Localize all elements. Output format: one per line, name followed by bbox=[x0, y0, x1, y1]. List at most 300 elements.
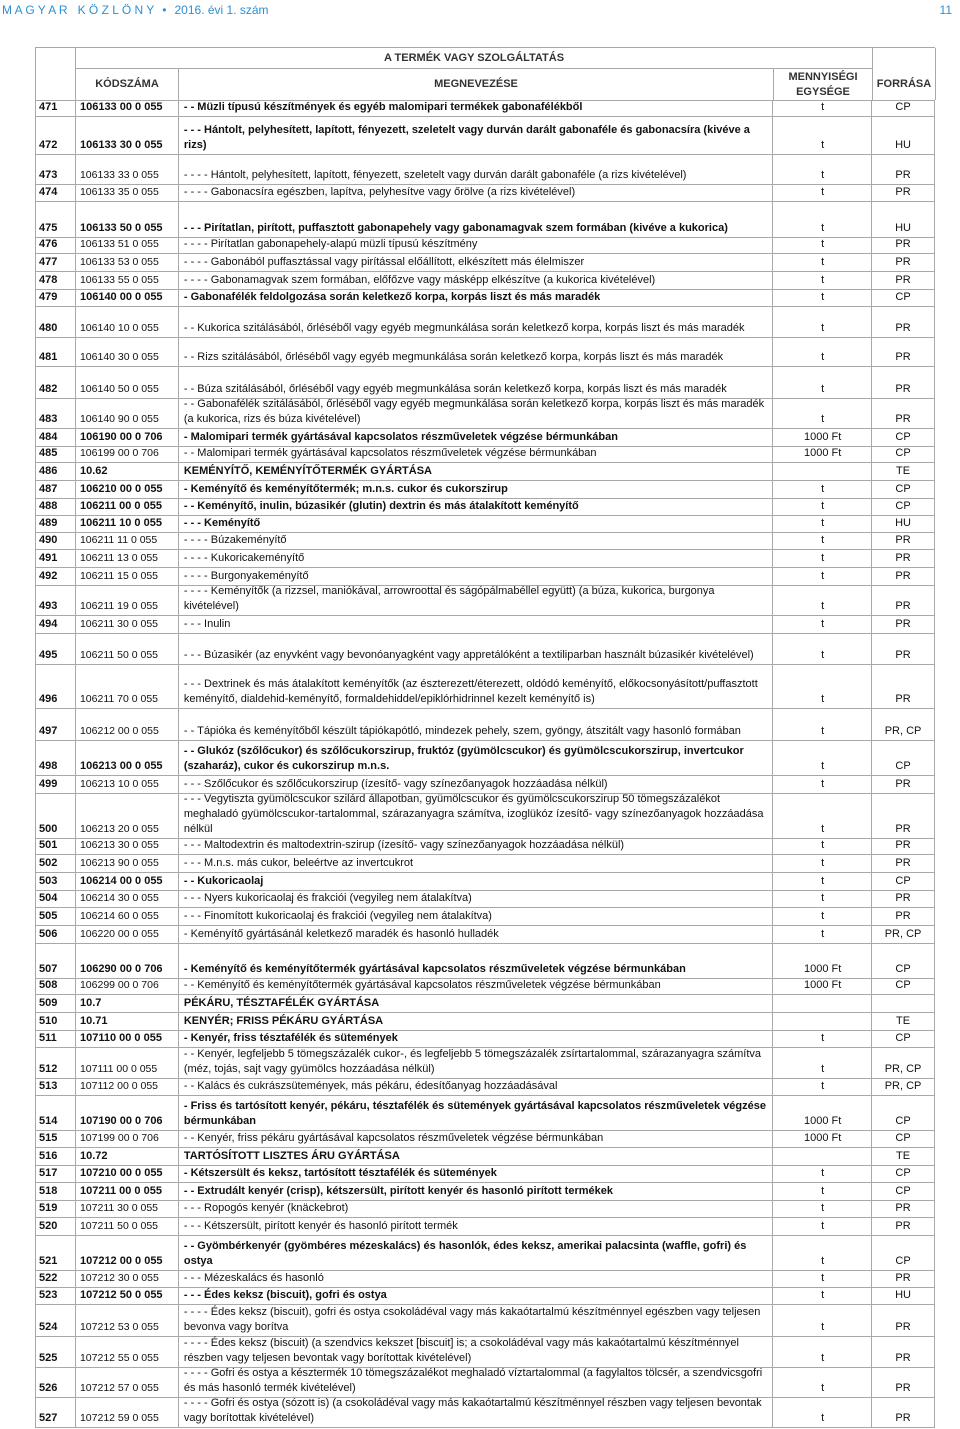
product-name-cell bbox=[179, 1201, 773, 1217]
table-row bbox=[36, 1288, 935, 1305]
product-code: 107211 50 0 055 bbox=[79, 1220, 159, 1232]
product-code-cell bbox=[76, 568, 179, 585]
data-source-cell bbox=[872, 202, 935, 237]
table-row bbox=[36, 979, 935, 995]
product-name: - - - Maltodextrin és maltodextrin-szirup (ízesítő- vagy színezőanyagok hozzáadása nélkül) bbox=[183, 839, 625, 851]
row-number: 487 bbox=[39, 483, 58, 495]
row-number: 518 bbox=[39, 1185, 58, 1197]
product-code-cell bbox=[76, 665, 179, 708]
unit-of-measure-cell bbox=[773, 794, 872, 838]
row-number: 471 bbox=[39, 101, 58, 113]
unit-of-measure-cell bbox=[773, 1013, 872, 1030]
data-source: CP bbox=[895, 291, 911, 303]
product-code-cell bbox=[76, 117, 179, 154]
unit-of-measure-cell bbox=[773, 665, 872, 708]
product-code-cell bbox=[76, 1183, 179, 1200]
table-row bbox=[36, 741, 935, 776]
product-code: 106133 00 0 055 bbox=[79, 101, 163, 113]
row-number: 514 bbox=[39, 1115, 58, 1127]
product-name: - Kétszersült és keksz, tartósított tésztafélék és sütemények bbox=[183, 1167, 497, 1179]
unit-of-measure: t bbox=[821, 1321, 825, 1333]
product-code: 106190 00 0 706 bbox=[79, 431, 163, 443]
product-name-cell bbox=[179, 1236, 773, 1270]
product-code-cell bbox=[76, 254, 179, 271]
row-number: 489 bbox=[39, 517, 58, 529]
row-number-cell bbox=[36, 776, 76, 793]
product-code-cell bbox=[76, 1201, 179, 1217]
table-row bbox=[36, 586, 935, 616]
product-code: 10.7 bbox=[79, 997, 102, 1009]
data-source-cell bbox=[872, 290, 935, 306]
data-source-cell bbox=[872, 1048, 935, 1078]
row-number-cell bbox=[36, 1337, 76, 1367]
product-name-cell bbox=[179, 1337, 773, 1367]
row-number: 476 bbox=[39, 238, 58, 250]
row-number: 482 bbox=[39, 383, 58, 395]
data-source: CP bbox=[895, 431, 911, 443]
row-number: 505 bbox=[39, 910, 58, 922]
product-code-cell bbox=[76, 873, 179, 890]
table-row bbox=[36, 926, 935, 944]
product-code-cell bbox=[76, 1079, 179, 1095]
product-name: - Malomipari termék gyártásával kapcsolatos részműveletek végzése bérmunkában bbox=[183, 431, 618, 443]
data-source: CP bbox=[895, 483, 911, 495]
product-table bbox=[35, 47, 935, 1428]
row-number: 524 bbox=[39, 1321, 58, 1333]
product-name-cell bbox=[179, 634, 773, 664]
unit-of-measure-cell bbox=[773, 1048, 872, 1078]
product-name: - - - - Gofri és ostya (sózott is) (a csokoládéval vagy más kakaótartalmú készítménnyel részben vagy teljesen bevontak vagy borítottak kivételével) bbox=[183, 1397, 762, 1424]
unit-of-measure: 1000 Ft bbox=[803, 963, 842, 975]
product-code: 107190 00 0 706 bbox=[79, 1115, 163, 1127]
row-number: 472 bbox=[39, 139, 58, 151]
unit-of-measure: t bbox=[821, 1412, 825, 1424]
row-number-cell bbox=[36, 290, 76, 306]
product-name: - - - Szőlőcukor és szőlőcukorszirup (ízesítő- vagy színezőanyagok hozzáadása nélkül) bbox=[183, 778, 608, 790]
data-source: PR bbox=[895, 649, 911, 661]
product-name: - - - - Pirítatlan gabonapehely-alapú müzli típusú készítmény bbox=[183, 238, 478, 250]
row-number: 490 bbox=[39, 534, 58, 546]
unit-of-measure-cell bbox=[773, 995, 872, 1012]
product-name-cell bbox=[179, 1183, 773, 1200]
table-row bbox=[36, 1013, 935, 1031]
row-number-cell bbox=[36, 1305, 76, 1336]
product-code: 106140 50 0 055 bbox=[79, 383, 159, 395]
product-code: 106133 30 0 055 bbox=[79, 139, 163, 151]
unit-of-measure-cell bbox=[773, 533, 872, 549]
product-code: 107211 30 0 055 bbox=[79, 1202, 159, 1214]
product-code-cell bbox=[76, 429, 179, 446]
data-source: PR bbox=[895, 1412, 911, 1424]
product-code: 106214 00 0 055 bbox=[79, 875, 163, 887]
data-source: PR bbox=[895, 857, 911, 869]
data-source-cell bbox=[872, 926, 935, 943]
data-source-cell bbox=[872, 709, 935, 740]
unit-of-measure: t bbox=[821, 1167, 825, 1179]
product-code: 107212 00 0 055 bbox=[79, 1255, 163, 1267]
data-source: HU bbox=[895, 1289, 911, 1301]
product-code: 106140 00 0 055 bbox=[79, 291, 163, 303]
row-number-cell bbox=[36, 202, 76, 237]
data-source-cell bbox=[872, 1013, 935, 1030]
unit-of-measure: t bbox=[821, 693, 825, 705]
unit-of-measure: t bbox=[821, 222, 825, 234]
unit-of-measure-cell bbox=[773, 1337, 872, 1367]
unit-of-measure-cell bbox=[773, 481, 872, 498]
product-code: 106133 50 0 055 bbox=[79, 222, 163, 234]
table-row bbox=[36, 1031, 935, 1048]
product-code: 107212 30 0 055 bbox=[79, 1272, 159, 1284]
unit-of-measure-cell bbox=[773, 338, 872, 366]
product-name: - - - - Búzakeményítő bbox=[183, 534, 287, 546]
product-code-cell bbox=[76, 307, 179, 337]
unit-of-measure-cell bbox=[773, 776, 872, 793]
product-name: - - Keményítő, inulin, búzasikér (glutin) dextrin és más átalakított keményítő bbox=[183, 500, 579, 512]
data-source: CP bbox=[895, 1115, 911, 1127]
row-number: 483 bbox=[39, 413, 58, 425]
data-source: TE bbox=[896, 1015, 911, 1027]
row-number-cell bbox=[36, 272, 76, 289]
product-name: TARTÓSÍTOTT LISZTES ÁRU GYÁRTÁSA bbox=[183, 1150, 400, 1162]
unit-of-measure: t bbox=[821, 778, 825, 790]
data-source: CP bbox=[895, 500, 911, 512]
data-source: PR bbox=[895, 618, 911, 630]
unit-of-measure: t bbox=[821, 875, 825, 887]
row-number: 513 bbox=[39, 1080, 58, 1092]
unit-of-measure-cell bbox=[773, 117, 872, 154]
row-number: 492 bbox=[39, 570, 58, 582]
product-code-cell bbox=[76, 185, 179, 201]
table-row bbox=[36, 429, 935, 447]
row-number: 494 bbox=[39, 618, 58, 630]
product-code-cell bbox=[76, 155, 179, 184]
product-name-cell bbox=[179, 926, 773, 943]
product-name-cell bbox=[179, 1013, 773, 1030]
row-number-cell bbox=[36, 516, 76, 532]
product-name: - - - - Gabonacsíra egészben, lapítva, pelyhesítve vagy őrölve (a rizs kivételével) bbox=[183, 186, 576, 198]
product-name-cell bbox=[179, 1288, 773, 1304]
product-name: - - - - Édes keksz (biscuit), gofri és ostya csokoládéval vagy más kakaótartalmú készítménnyel egészben vagy teljesen bevonva vagy borítva bbox=[183, 1306, 761, 1333]
product-name-cell bbox=[179, 117, 773, 154]
row-number: 477 bbox=[39, 256, 58, 268]
table-row bbox=[36, 839, 935, 855]
row-number: 491 bbox=[39, 552, 58, 564]
unit-of-measure: t bbox=[821, 1382, 825, 1394]
row-number: 499 bbox=[39, 778, 58, 790]
product-name: - - Gabonafélék szitálásából, őrléséből vagy egyéb megmunkálása során keletkező korpa, korpás liszt és más maradék (a kukorica, rizs és búza kivételével) bbox=[183, 398, 765, 425]
row-number: 523 bbox=[39, 1289, 58, 1301]
product-name-cell bbox=[179, 741, 773, 775]
product-name: - - - - Édes keksz (biscuit) (a szendvics kekszet [biscuit] is; a csokoládéval vagy más kakaótartalmú készítménnyel részben vagy teljesen bevontak vagy borítottak kivételével) bbox=[183, 1337, 739, 1364]
data-source: PR, CP bbox=[884, 725, 922, 737]
data-source-cell bbox=[872, 855, 935, 872]
page-number: 11 bbox=[939, 3, 952, 17]
data-source-cell bbox=[872, 839, 935, 854]
row-number: 526 bbox=[39, 1382, 58, 1394]
row-number: 520 bbox=[39, 1220, 58, 1232]
product-name: - - - Nyers kukoricaolaj és frakciói (vegyileg nem átalakítva) bbox=[183, 892, 472, 904]
table-row bbox=[36, 1236, 935, 1271]
data-source-cell bbox=[872, 616, 935, 633]
data-source: PR bbox=[895, 892, 911, 904]
product-name-cell bbox=[179, 1031, 773, 1047]
product-name-cell bbox=[179, 891, 773, 907]
unit-of-measure-cell bbox=[773, 290, 872, 306]
product-code: 107210 00 0 055 bbox=[79, 1167, 163, 1179]
row-number-cell bbox=[36, 634, 76, 664]
data-source-cell bbox=[872, 533, 935, 549]
unit-of-measure-cell bbox=[773, 254, 872, 271]
product-code: 106211 00 0 055 bbox=[79, 500, 162, 512]
row-number-cell bbox=[36, 155, 76, 184]
row-number: 486 bbox=[39, 465, 58, 477]
table-row bbox=[36, 1398, 935, 1428]
product-name: - - - - Gabonából puffasztással vagy pirítással előállított, elkészített más élelmiszer bbox=[183, 256, 585, 268]
unit-of-measure-cell bbox=[773, 367, 872, 398]
row-number: 473 bbox=[39, 169, 58, 181]
row-number: 474 bbox=[39, 186, 58, 198]
product-name: - - Kalács és cukrászsütemények, más pékáru, édesítőanyag hozzáadásával bbox=[183, 1080, 558, 1092]
product-code-cell bbox=[76, 202, 179, 237]
data-source-cell bbox=[872, 429, 935, 446]
product-code: 107211 00 0 055 bbox=[79, 1185, 162, 1197]
product-name-cell bbox=[179, 307, 773, 337]
product-code-cell bbox=[76, 926, 179, 943]
product-name: - - Rizs szitálásából, őrléséből vagy egyéb megmunkálása során keletkező korpa, korpás liszt és más maradék bbox=[183, 351, 724, 363]
unit-of-measure-cell bbox=[773, 202, 872, 237]
row-number: 510 bbox=[39, 1015, 58, 1027]
data-source-cell bbox=[872, 254, 935, 271]
table-row bbox=[36, 891, 935, 908]
row-number-cell bbox=[36, 1398, 76, 1427]
data-source-cell bbox=[872, 586, 935, 615]
table-row bbox=[36, 709, 935, 741]
product-name: - - - - Gabonamagvak szem formában, előfőzve vagy másképp elkészítve (a kukorica kivételével) bbox=[183, 274, 656, 286]
data-source-cell bbox=[872, 944, 935, 978]
table-row bbox=[36, 873, 935, 891]
data-source-cell bbox=[872, 665, 935, 708]
row-number: 502 bbox=[39, 857, 58, 869]
data-source-cell bbox=[872, 550, 935, 567]
table-row bbox=[36, 463, 935, 481]
row-number: 508 bbox=[39, 979, 58, 991]
unit-of-measure: t bbox=[821, 1352, 825, 1364]
product-name-cell bbox=[179, 855, 773, 872]
row-number-cell bbox=[36, 399, 76, 428]
product-name-cell bbox=[179, 1218, 773, 1235]
product-name: - - - - Burgonyakeményítő bbox=[183, 570, 309, 582]
data-source: PR bbox=[895, 274, 911, 286]
product-code: 106140 30 0 055 bbox=[79, 351, 159, 363]
product-name: - - - Kétszersült, pirított kenyér és hasonló pirított termék bbox=[183, 1220, 458, 1232]
data-source-cell bbox=[872, 238, 935, 253]
product-name: - Kenyér, friss tésztafélék és sütemények bbox=[183, 1032, 398, 1044]
product-code: 10.71 bbox=[79, 1015, 108, 1027]
data-source-cell bbox=[872, 1201, 935, 1217]
unit-of-measure: t bbox=[821, 1080, 825, 1092]
data-source-cell bbox=[872, 307, 935, 337]
product-name-cell bbox=[179, 908, 773, 925]
product-code: 106299 00 0 706 bbox=[79, 979, 159, 991]
product-code: 106211 50 0 055 bbox=[79, 649, 159, 661]
unit-of-measure-cell bbox=[773, 926, 872, 943]
product-name-cell bbox=[179, 616, 773, 633]
row-number-cell bbox=[36, 709, 76, 740]
data-source: PR bbox=[895, 534, 911, 546]
product-code: 106211 19 0 055 bbox=[79, 600, 159, 612]
row-number: 478 bbox=[39, 274, 58, 286]
product-name: - Keményítő gyártásánál keletkező maradék és hasonló hulladék bbox=[183, 928, 499, 940]
unit-of-measure-cell bbox=[773, 1183, 872, 1200]
unit-of-measure: t bbox=[821, 892, 825, 904]
data-source: PR bbox=[895, 1220, 911, 1232]
unit-of-measure: t bbox=[821, 760, 825, 772]
row-number-cell bbox=[36, 254, 76, 271]
product-name: - - Tápióka és keményítőből készült tápiókapótló, mindezek pehely, szem, gyöngy, átszitált vagy hasonló formában bbox=[183, 725, 741, 737]
table-row bbox=[36, 533, 935, 550]
row-number-cell bbox=[36, 307, 76, 337]
table-row bbox=[36, 254, 935, 272]
row-number: 515 bbox=[39, 1132, 58, 1144]
row-number-cell bbox=[36, 891, 76, 907]
table-row bbox=[36, 634, 935, 665]
row-number: 481 bbox=[39, 351, 58, 363]
product-name-cell bbox=[179, 1368, 773, 1397]
product-code: 106210 00 0 055 bbox=[79, 483, 163, 495]
product-name: - - - Vegytiszta gyümölcscukor szilárd állapotban, gyümölcscukor és gyümölcscukorszirup 50 tömegszázalékot meghaladó gyümölcscukor-tartalommal, szárazanyagra számítva, izoglükóz ízesítő- vagy színezőanyagok hozzáadása nélkül bbox=[183, 793, 764, 835]
data-source-cell bbox=[872, 1218, 935, 1235]
data-source: PR bbox=[895, 186, 911, 198]
unit-of-measure-cell bbox=[773, 1236, 872, 1270]
product-name: - Keményítő és keményítőtermék gyártásával kapcsolatos részműveletek végzése bérmunkában bbox=[183, 963, 686, 975]
data-source-cell bbox=[872, 1031, 935, 1047]
row-number-cell bbox=[36, 101, 76, 116]
product-code-cell bbox=[76, 794, 179, 838]
unit-of-measure-cell bbox=[773, 101, 872, 116]
row-number-cell bbox=[36, 908, 76, 925]
unit-of-measure-cell bbox=[773, 891, 872, 907]
unit-of-measure: t bbox=[821, 186, 825, 198]
unit-of-measure-cell bbox=[773, 307, 872, 337]
unit-of-measure: t bbox=[821, 618, 825, 630]
unit-of-measure: 1000 Ft bbox=[803, 979, 842, 991]
product-code: 106213 10 0 055 bbox=[79, 778, 159, 790]
unit-of-measure: t bbox=[821, 517, 825, 529]
product-name-cell bbox=[179, 499, 773, 515]
table-row bbox=[36, 447, 935, 463]
unit-of-measure: t bbox=[821, 322, 825, 334]
unit-of-measure: t bbox=[821, 823, 825, 835]
row-number: 498 bbox=[39, 760, 58, 772]
data-source: CP bbox=[895, 1032, 911, 1044]
data-source-cell bbox=[872, 1271, 935, 1287]
product-name-cell bbox=[179, 290, 773, 306]
data-source: PR bbox=[895, 600, 911, 612]
data-source-cell bbox=[872, 185, 935, 201]
product-code-cell bbox=[76, 533, 179, 549]
unit-of-measure-cell bbox=[773, 447, 872, 462]
data-source-cell bbox=[872, 568, 935, 585]
row-number-cell bbox=[36, 1183, 76, 1200]
data-source: HU bbox=[895, 517, 911, 529]
unit-of-measure: t bbox=[821, 351, 825, 363]
product-name-cell bbox=[179, 399, 773, 428]
data-source-cell bbox=[872, 979, 935, 994]
unit-of-measure-cell bbox=[773, 944, 872, 978]
product-name-cell bbox=[179, 776, 773, 793]
data-source-cell bbox=[872, 481, 935, 498]
product-code: 10.72 bbox=[79, 1150, 108, 1162]
row-number: 509 bbox=[39, 997, 58, 1009]
data-source: PR bbox=[895, 1272, 911, 1284]
header-group-title: A TERMÉK VAGY SZOLGÁLTATÁS bbox=[76, 48, 873, 69]
header-unit: MENNYISÉGI EGYSÉGE bbox=[774, 69, 873, 100]
product-name: - - Müzli típusú készítmények és egyéb malomipari termékek gabonafélékből bbox=[183, 101, 583, 113]
product-code: 107111 00 0 055 bbox=[79, 1063, 158, 1075]
row-number-cell bbox=[36, 741, 76, 775]
unit-of-measure: t bbox=[821, 274, 825, 286]
row-number: 500 bbox=[39, 823, 58, 835]
row-number: 497 bbox=[39, 725, 58, 737]
table-row bbox=[36, 1096, 935, 1131]
product-code-cell bbox=[76, 367, 179, 398]
row-number-cell bbox=[36, 995, 76, 1012]
data-source: PR bbox=[895, 351, 911, 363]
row-number: 517 bbox=[39, 1167, 58, 1179]
data-source-cell bbox=[872, 1288, 935, 1304]
data-source-cell bbox=[872, 463, 935, 480]
row-number-cell bbox=[36, 238, 76, 253]
row-number-cell bbox=[36, 979, 76, 994]
product-code-cell bbox=[76, 586, 179, 615]
table-row bbox=[36, 1131, 935, 1148]
product-code-cell bbox=[76, 634, 179, 664]
table-row bbox=[36, 338, 935, 367]
unit-of-measure-cell bbox=[773, 1079, 872, 1095]
row-number: 493 bbox=[39, 600, 58, 612]
data-source-cell bbox=[872, 1398, 935, 1427]
unit-of-measure-cell bbox=[773, 709, 872, 740]
product-name-cell bbox=[179, 1148, 773, 1165]
table-row bbox=[36, 1201, 935, 1218]
table-row bbox=[36, 399, 935, 429]
row-number: 507 bbox=[39, 963, 58, 975]
unit-of-measure-cell bbox=[773, 1166, 872, 1182]
product-code: 106199 00 0 706 bbox=[79, 447, 159, 459]
table-row bbox=[36, 944, 935, 979]
product-code: 106211 70 0 055 bbox=[79, 693, 159, 705]
unit-of-measure: 1000 Ft bbox=[803, 1115, 842, 1127]
product-code-cell bbox=[76, 1398, 179, 1427]
product-code: 106220 00 0 055 bbox=[79, 928, 159, 940]
product-name-cell bbox=[179, 586, 773, 615]
row-number: 525 bbox=[39, 1352, 58, 1364]
product-code-cell bbox=[76, 839, 179, 854]
product-name-cell bbox=[179, 533, 773, 549]
product-code: 106211 13 0 055 bbox=[79, 552, 159, 564]
table-row bbox=[36, 1368, 935, 1398]
data-source-cell bbox=[872, 1166, 935, 1182]
product-code: 106211 15 0 055 bbox=[79, 570, 159, 582]
data-source-cell bbox=[872, 1305, 935, 1336]
data-source: CP bbox=[895, 1185, 911, 1197]
product-name-cell bbox=[179, 665, 773, 708]
unit-of-measure-cell bbox=[773, 1218, 872, 1235]
product-code: 106290 00 0 706 bbox=[79, 963, 163, 975]
product-code-cell bbox=[76, 1271, 179, 1287]
unit-of-measure-cell bbox=[773, 1398, 872, 1427]
table-row bbox=[36, 1079, 935, 1096]
